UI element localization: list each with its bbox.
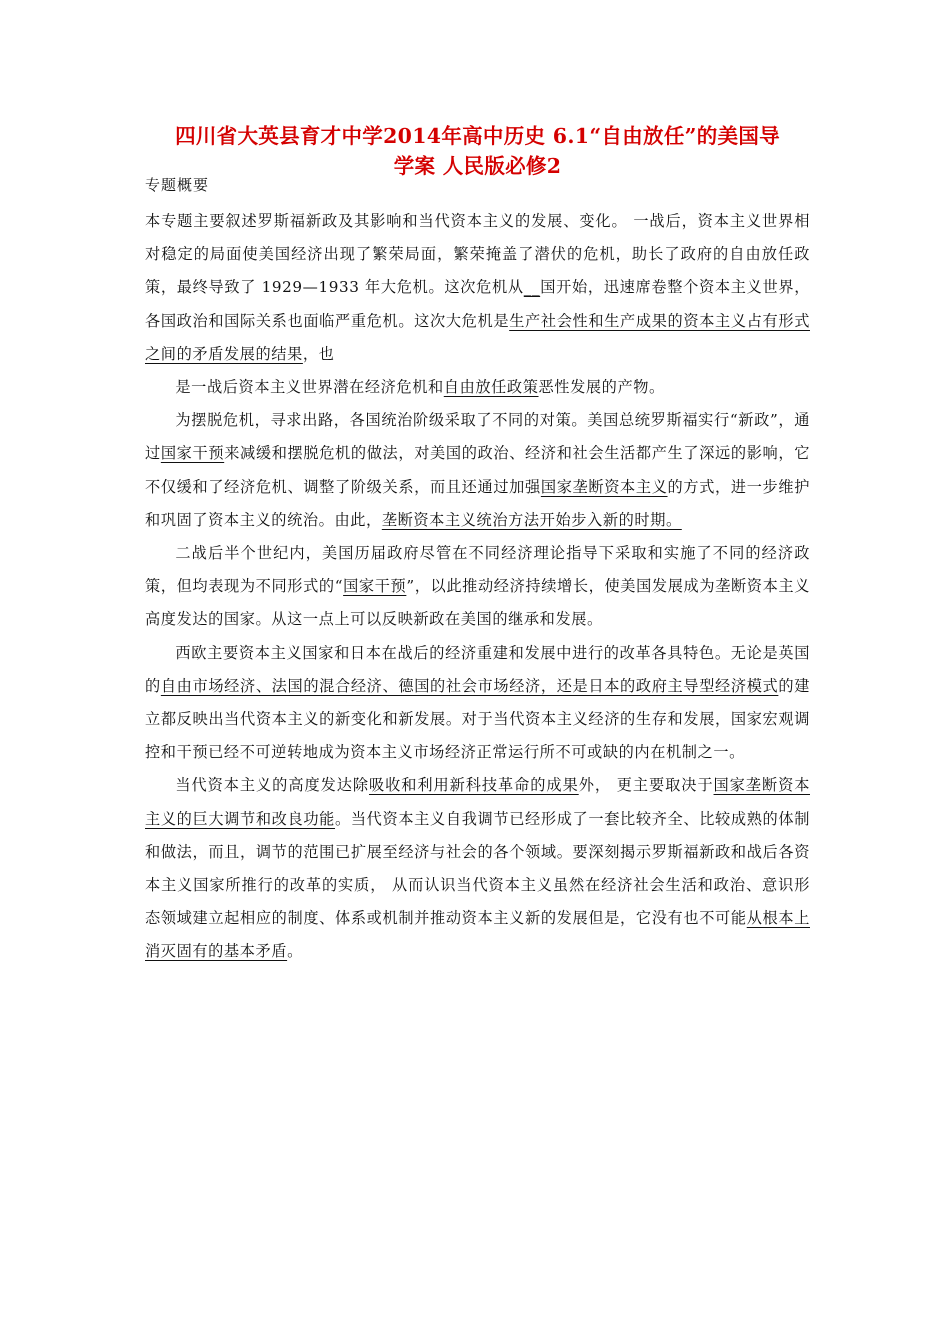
underlined-phrase: 国家垄断资本主义 — [540, 477, 668, 496]
paragraph-1: 本专题主要叙述罗斯福新政及其影响和当代资本主义的发展、变化。 一战后，资本主义世界相对稳定的局面使美国经济出现了繁荣局面，繁荣掩盖了潜伏的危机，助长了政府的自由放任政策，最终导致了 1929—1933 年大危机。这次危机从__国开始，迅速席卷整个资本主义世界，各国政治和国际关系也面临严重危机。这次大危机是生产社会性和生产成果的资本主义占有形式之间的矛盾发展的结果，也 — [145, 212, 810, 363]
title-line-1: 四川省大英县育才中学2014年高中历史 6.1“自由放任”的美国导 — [175, 124, 780, 148]
paragraph-6: 当代资本主义的高度发达除吸收和利用新科技革命的成果外， 更主要取决于国家垄断资本主义的巨大调节和改良功能。当代资本主义自我调节已经形成了一套比较齐全、比较成熟的体制和做法，而且，调节的范围已扩展至经济与社会的各个领域。要深刻揭示罗斯福新政和战后各资本主义国家所推行的改革的实质， 从而认识当代资本主义虽然在经济社会生活和政治、意识形态领域建立起相应的制度、体系或机制并推动资本主义新的发展但是，它没有也不可能从根本上消灭固有的基本矛盾。 — [145, 776, 810, 961]
title-line-2: 学案 人民版必修2 — [393, 154, 562, 178]
underlined-phrase: 从根本上消灭固有的基本矛盾 — [145, 909, 810, 961]
paragraph-4: 二战后半个世纪内，美国历届政府尽管在不同经济理论指导下采取和实施了不同的经济政策，但均表现为不同形式的“国家干预”，以此推动经济持续增长，使美国发展成为垄断资本主义高度发达的国家。从这一点上可以反映新政在美国的继承和发展。 — [145, 544, 810, 629]
document-body — [145, 205, 810, 969]
fill-in-blank: __ — [523, 278, 541, 297]
underlined-phrase: 生产社会性和生产成果的资本主义占有形式之间的矛盾发展的结果 — [145, 311, 810, 363]
underlined-phrase: 国家垄断资本主义的巨大调节和改良功能 — [145, 776, 810, 828]
paragraph-2: 是一战后资本主义世界潜在经济危机和自由放任政策恶性发展的产物。 — [175, 378, 665, 397]
underlined-phrase: 垄断资本主义统治方法开始步入新的时期。 — [381, 510, 682, 529]
section-heading: 专题概要 — [145, 176, 210, 194]
underlined-phrase: 吸收和利用新科技革命的成果 — [368, 776, 579, 795]
paragraph-5: 西欧主要资本主义国家和日本在战后的经济重建和发展中进行的改革各具特色。无论是英国的自由市场经济、法国的混合经济、德国的社会市场经济，还是日本的政府主导型经济模式的建立都反映出当代资本主义的新变化和新发展。对于当代资本主义经济的生存和发展，国家宏观调控和干预已经不可逆转地成为资本主义市场经济正常运行所不可或缺的内在机制之一。 — [145, 643, 810, 762]
paragraph-3: 为摆脱危机，寻求出路，各国统治阶级采取了不同的对策。美国总统罗斯福实行“新政”，通过国家干预来减缓和摆脱危机的做法，对美国的政治、经济和社会生活都产生了深远的影响，它不仅缓和了经济危机、调整了阶级关系，而且还通过加强国家垄断资本主义的方式，进一步维护和巩固了资本主义的统治。由此，垄断资本主义统治方法开始步入新的时期。 — [145, 411, 810, 529]
underlined-phrase: 国家干预 — [160, 444, 225, 463]
document-title — [145, 121, 810, 181]
underlined-phrase: 自由市场经济、法国的混合经济、德国的社会市场经济，还是日本的政府主导型经济模式 — [160, 676, 779, 695]
underlined-phrase: 国家干预 — [343, 577, 407, 596]
underlined-phrase: 自由放任政策 — [443, 378, 539, 397]
